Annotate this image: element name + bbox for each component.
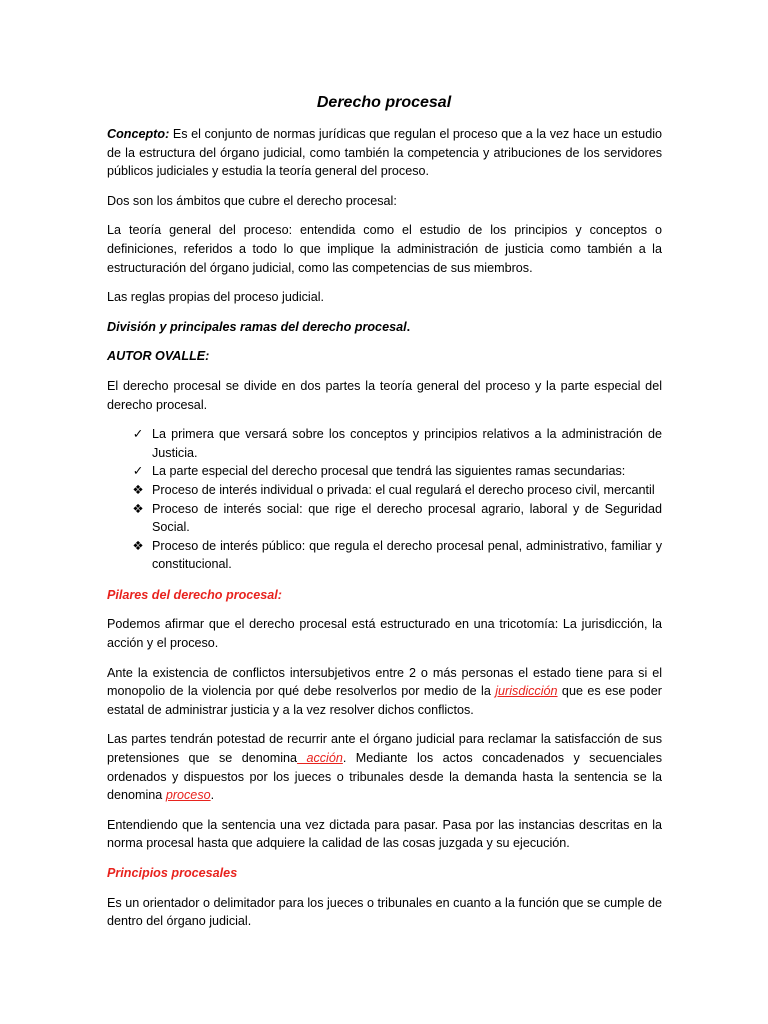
diamond-bullet-icon: ❖: [132, 538, 144, 553]
diamond-bullet-icon: ❖: [132, 482, 144, 497]
principios-heading: Principios procesales: [107, 866, 238, 880]
list-item: [107, 462, 662, 481]
partes-text-1: Las partes tendrán potestad de recurrir ante el órgano judicial para reclamar la satisfacción de sus pretensiones que se denomina: [107, 732, 662, 766]
list-item-text: Proceso de interés social: que rige el derecho procesal agrario, laboral y de Seguridad Social.: [152, 501, 662, 535]
jurisdiccion-link[interactable]: jurisdicción: [495, 684, 558, 699]
list-item: [107, 481, 662, 500]
list-item-text: Proceso de interés público: que regula el derecho procesal penal, administrativo, familiar y constitucional.: [152, 538, 662, 572]
list-item-text: Proceso de interés individual o privada: el cual regulará el derecho proceso civil, mercantil: [152, 482, 655, 497]
teoria-paragraph: La teoría general del proceso: entendida como el estudio de los principios y conceptos o definiciones, referidos a todo lo que implique la administración de justicia como también a la estructuración del órgano judicial, como las competencias de sus miembros.: [107, 223, 662, 275]
proceso-link[interactable]: proceso: [165, 788, 211, 803]
concept-label: Concepto:: [107, 127, 170, 141]
ambitos-paragraph: Dos son los ámbitos que cubre el derecho procesal:: [107, 193, 397, 208]
check-icon: ✓: [132, 464, 144, 479]
ramas-list: [107, 425, 662, 574]
document-title: Derecho procesal: [316, 94, 452, 111]
list-item-text: La parte especial del derecho procesal que tendrá las siguientes ramas secundarias:: [152, 464, 626, 479]
division-heading-text: División y principales ramas del derecho procesal: [107, 319, 407, 334]
reglas-paragraph: Las reglas propias del proceso judicial.: [107, 290, 325, 305]
list-item: [107, 425, 662, 462]
check-icon: ✓: [132, 427, 144, 442]
diamond-bullet-icon: ❖: [132, 501, 144, 516]
accion-link[interactable]: acción: [297, 751, 343, 766]
divide-paragraph: El derecho procesal se divide en dos partes la teoría general del proceso y la parte especial del derecho procesal.: [107, 378, 662, 412]
list-item: [107, 537, 662, 574]
concept-paragraph: [107, 125, 662, 181]
pilares-heading: Pilares del derecho procesal:: [107, 587, 282, 602]
document-body: [107, 125, 662, 942]
partes-text-3: .: [210, 788, 215, 803]
division-heading-period: .: [406, 319, 411, 334]
orientador-paragraph: Es un orientador o delimitador para los jueces o tribunales en cuanto a la función que se cumple de dentro del órgano judicial.: [107, 895, 662, 929]
partes-paragraph: [107, 730, 662, 804]
list-item: [107, 500, 662, 537]
tricotomia-paragraph: Podemos afirmar que el derecho procesal está estructurado en una tricotomía: La jurisdicción, la acción y el proceso.: [107, 617, 662, 651]
conflictos-text-1: Ante la existencia de conflictos intersubjetivos entre 2 o más personas el estado tiene para si el monopolio de la violencia por qué debe resolverlos por medio de la: [107, 665, 662, 699]
division-heading: [107, 318, 662, 337]
list-item-text: La primera que versará sobre los conceptos y principios relativos a la administración de Justicia.: [152, 427, 662, 460]
entendiendo-paragraph: Entendiendo que la sentencia una vez dictada para pasar. Pasa por las instancias descritas en la norma procesal hasta que adquiere la calidad de las cosas juzgada y su ejecución.: [107, 817, 662, 851]
autor-heading: AUTOR OVALLE:: [107, 349, 210, 364]
concept-text: Es el conjunto de normas jurídicas que regulan el proceso que a la vez hace un estudio de la estructura del órgano judicial, como también la competencia y atribuciones de los servidores públicos judiciales y estudia la teoría general del proceso.: [107, 127, 662, 179]
partes-text-2: . Mediante los actos concadenados y secuenciales ordenados y dispuestos por los jueces o tribunales desde la demanda hasta la sentencia se la denomina: [107, 751, 662, 803]
conflictos-text-2: que es ese poder estatal de administrar justicia y a la vez resolver dichos conflictos.: [107, 684, 662, 717]
conflictos-paragraph: [107, 664, 662, 720]
